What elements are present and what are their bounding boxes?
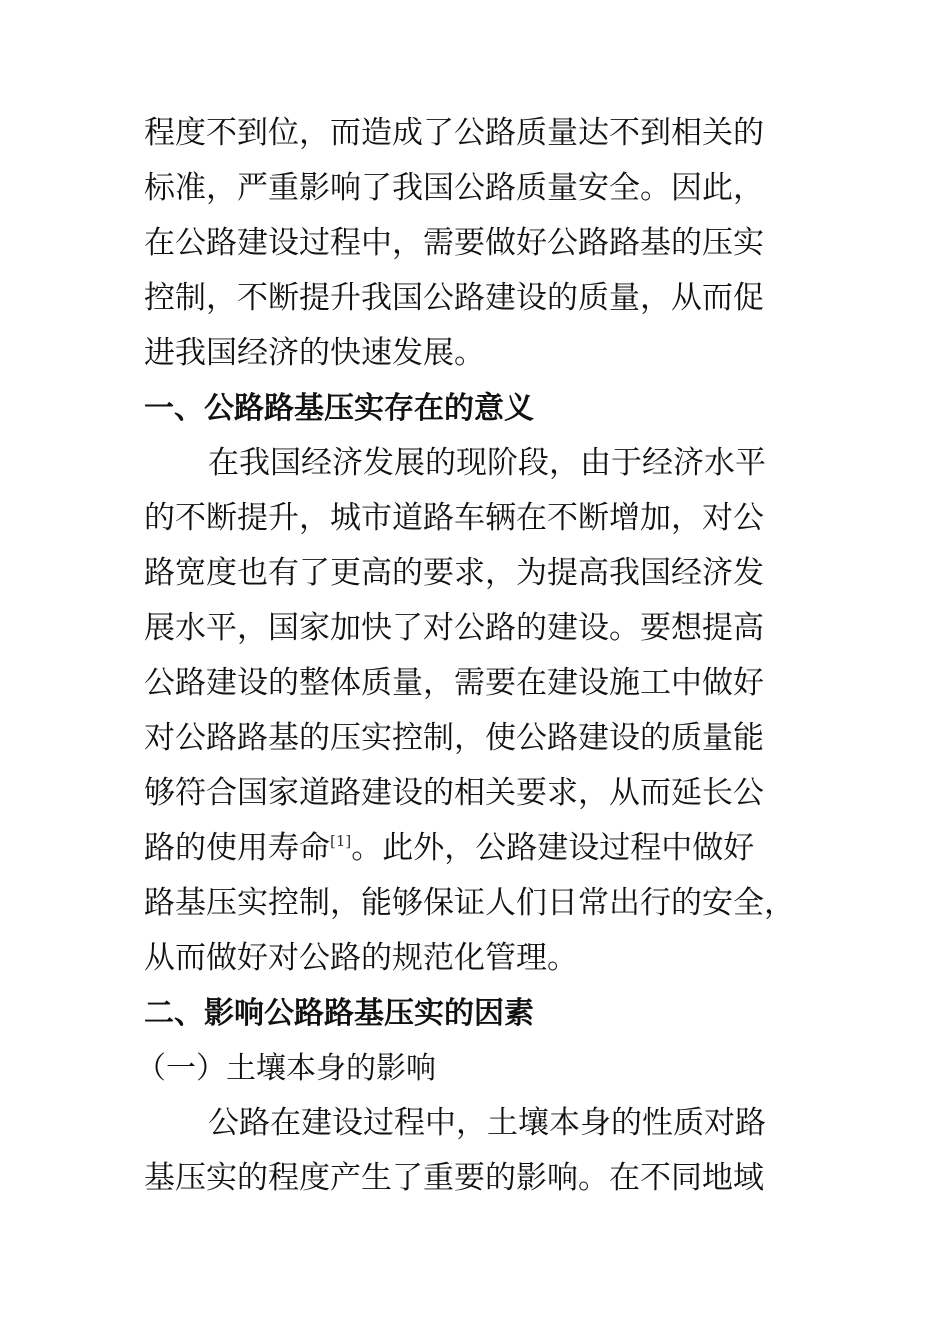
- paragraph-line: 在公路建设过程中，需要做好公路路基的压实: [144, 225, 764, 261]
- paragraph-line: 从而做好对公路的规范化管理。: [144, 940, 578, 976]
- paragraph-line: 基压实的程度产生了重要的影响。在不同地域: [144, 1160, 764, 1196]
- section-heading-1: 一、公路路基压实存在的意义: [144, 391, 534, 426]
- paragraph-line: 的不断提升，城市道路车辆在不断增加，对公: [144, 500, 764, 536]
- paragraph-line: 够符合国家道路建设的相关要求，从而延长公: [144, 775, 764, 811]
- paragraph-line: 进我国经济的快速发展。: [144, 335, 485, 371]
- paragraph-line: 展水平，国家加快了对公路的建设。要想提高: [144, 610, 764, 646]
- line-text-before-citation: 路的使用寿命: [144, 830, 330, 866]
- paragraph-line: 在我国经济发展的现阶段，由于经济水平: [208, 445, 766, 481]
- paragraph-line-with-citation: [144, 821, 814, 876]
- subsection-heading: （一）土壤本身的影响: [136, 1051, 436, 1086]
- paragraph-line: 路宽度也有了更高的要求，为提高我国经济发: [144, 555, 764, 591]
- paragraph-line: 公路在建设过程中，土壤本身的性质对路: [208, 1105, 766, 1141]
- paragraph-line: 程度不到位，而造成了公路质量达不到相关的: [144, 115, 764, 151]
- section-heading-2: 二、影响公路路基压实的因素: [144, 996, 534, 1031]
- line-text-after-citation: 。此外，公路建设过程中做好: [351, 830, 755, 866]
- citation-marker: [1]: [330, 832, 352, 850]
- paragraph-line: 路基压实控制，能够保证人们日常出行的安全，: [144, 885, 795, 921]
- paragraph-line: 公路建设的整体质量，需要在建设施工中做好: [144, 665, 764, 701]
- paragraph-line: 标准，严重影响了我国公路质量安全。因此，: [144, 170, 764, 206]
- document-body: [136, 106, 814, 1206]
- paragraph-line: 对公路路基的压实控制，使公路建设的质量能: [144, 720, 764, 756]
- paragraph-line: 控制，不断提升我国公路建设的质量，从而促: [144, 280, 764, 316]
